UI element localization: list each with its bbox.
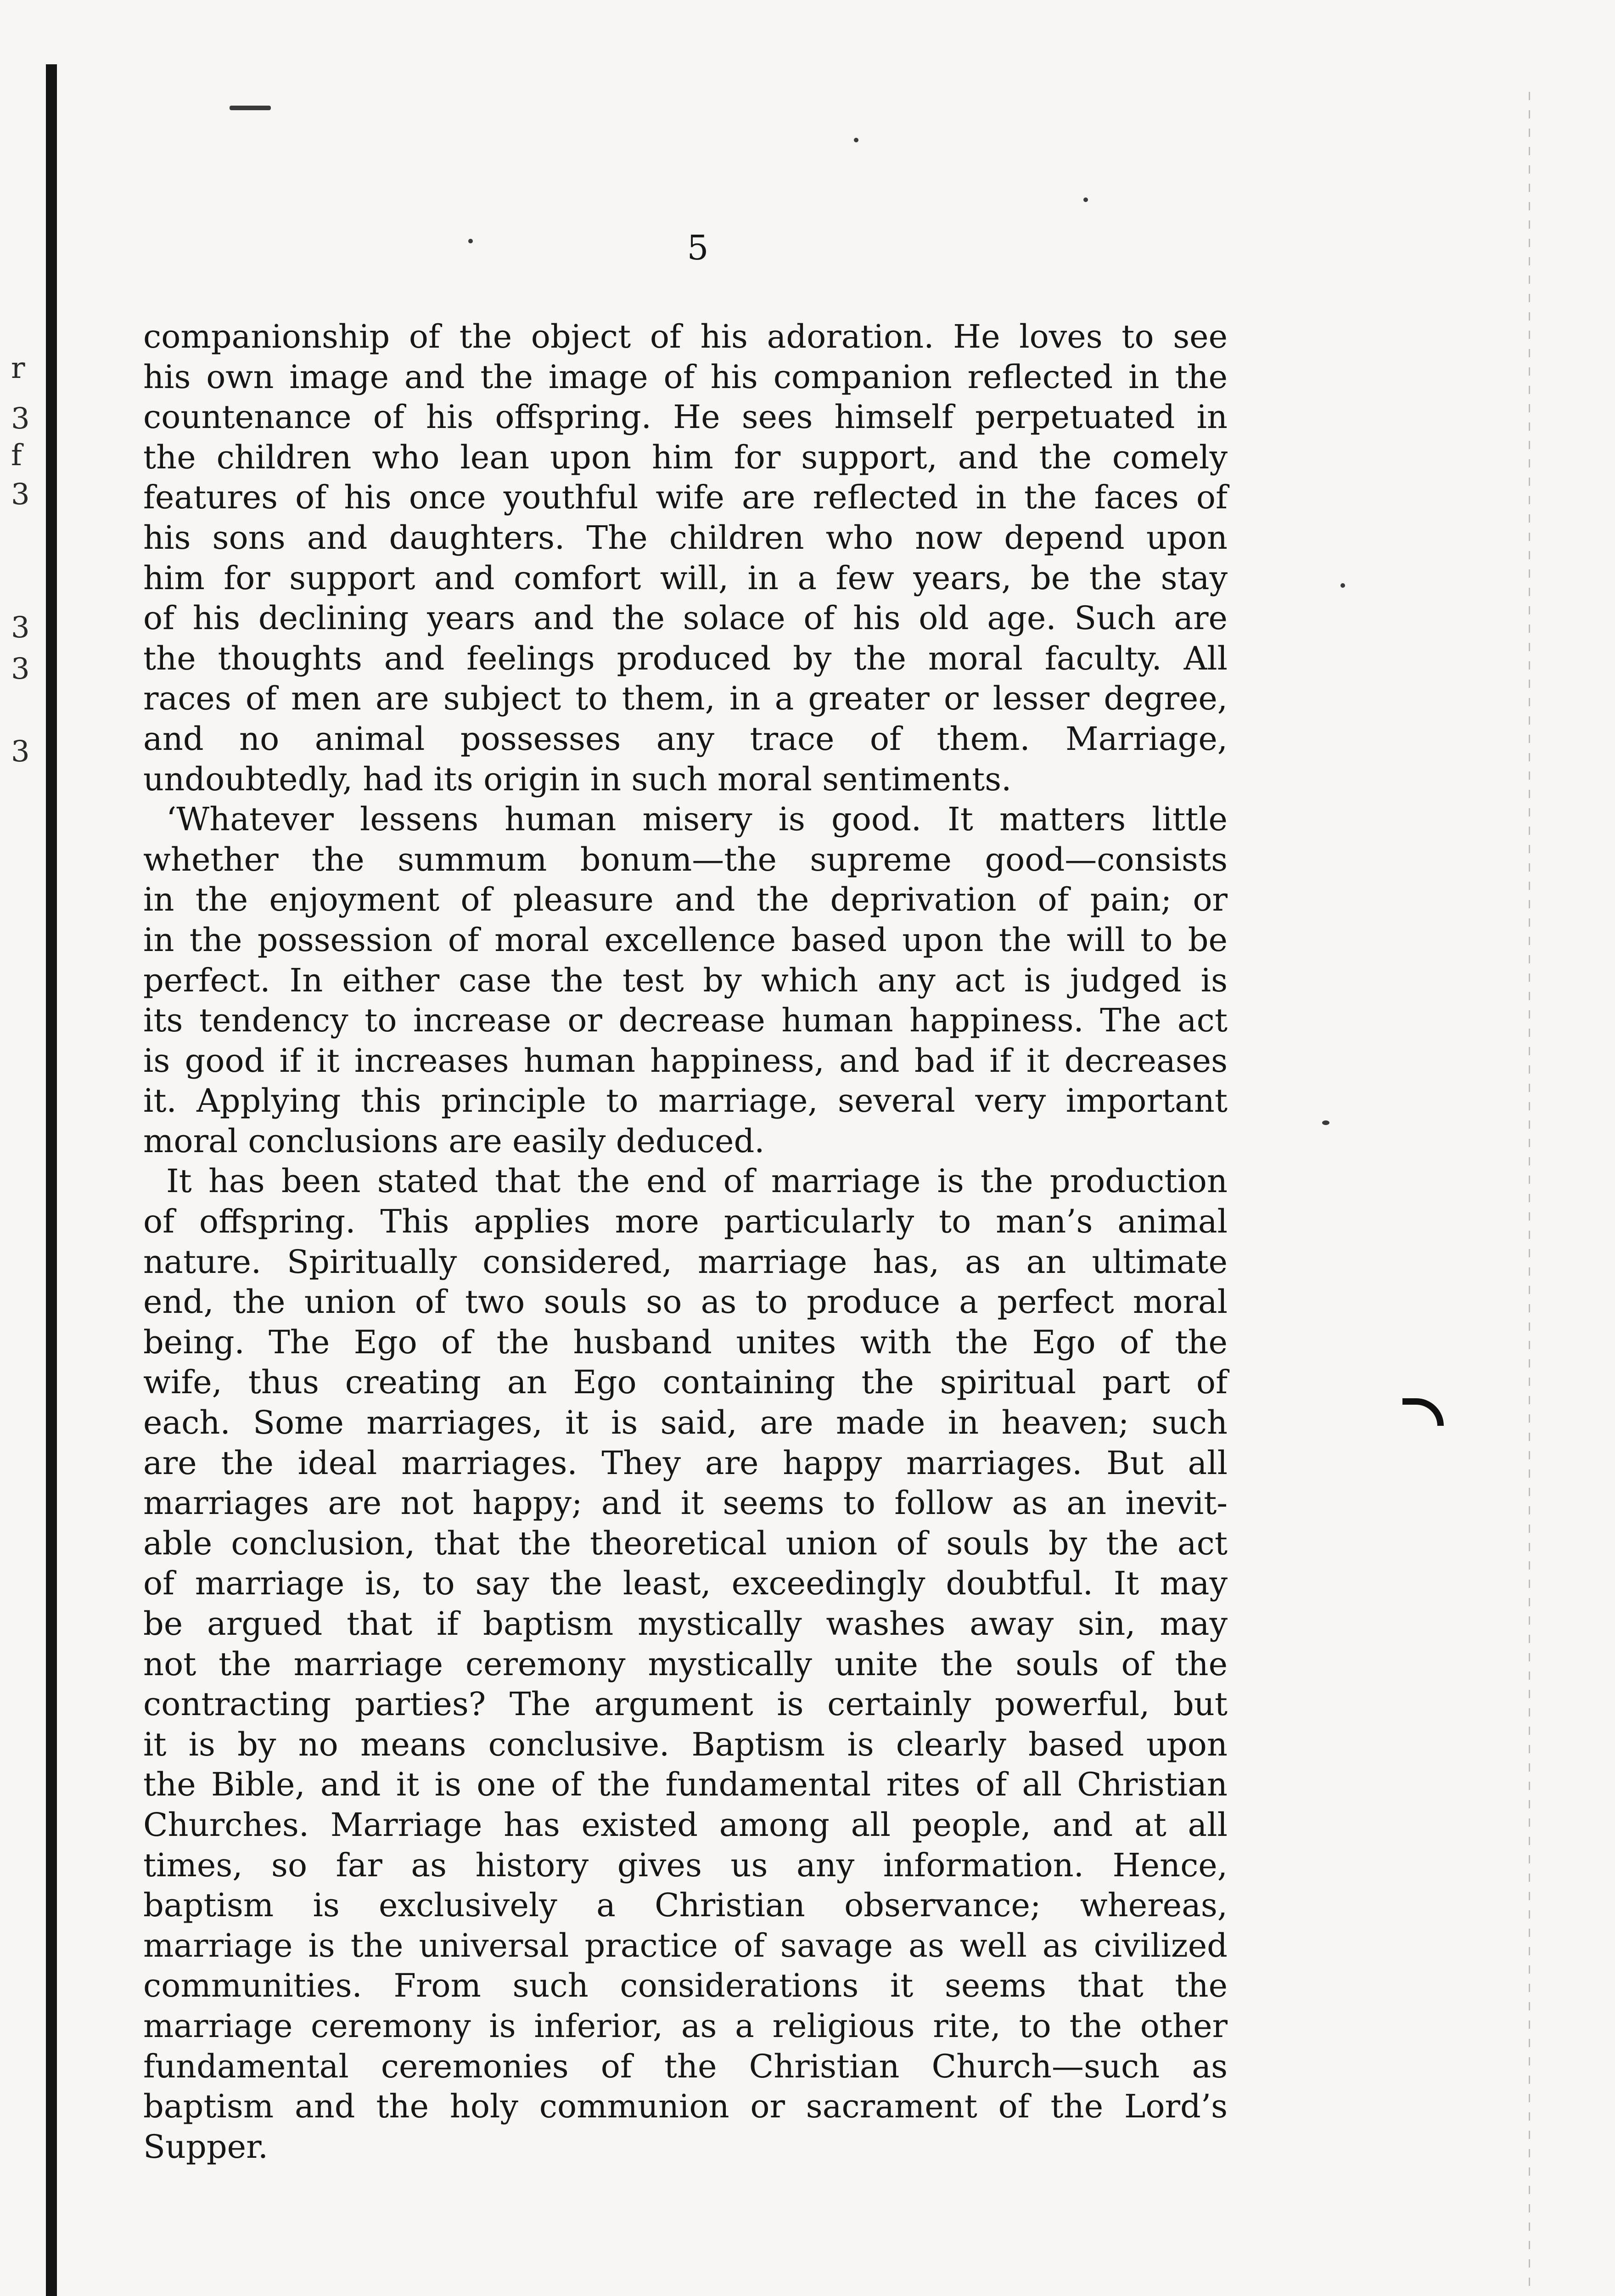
text-line: his sons and daughters. The children who now depend upon: [143, 518, 1228, 557]
text-line: features of his once youthful wife are reflected in the faces of: [143, 478, 1228, 517]
text-line: in the enjoyment of pleasure and the deprivation of pain; or: [143, 881, 1228, 919]
ink-spot: [1340, 583, 1345, 588]
text-line: Supper.: [143, 2127, 269, 2166]
text-line: marriages are not happy; and it seems to follow as an inevit-: [143, 1484, 1228, 1522]
gutter-letter: r: [11, 351, 25, 385]
text-line: and no animal possesses any trace of them. Marriage,: [143, 720, 1228, 758]
ink-spot: [230, 106, 271, 110]
text-line: him for support and comfort will, in a few years, be the stay: [143, 559, 1228, 597]
text-line: be argued that if baptism mystically washes away sin, may: [143, 1605, 1228, 1643]
text-line: races of men are subject to them, in a greater or lesser degree,: [143, 680, 1228, 718]
text-line: times, so far as history gives us any information. Hence,: [143, 1846, 1228, 1884]
text-line: marriage is the universal practice of savage as well as civilized: [143, 1926, 1228, 1964]
gutter-letter: 3: [11, 611, 30, 645]
text-line: It has been stated that the end of marriage is the production: [166, 1162, 1228, 1200]
binding-edge: [46, 64, 57, 2296]
page-number: 5: [687, 228, 709, 268]
text-line: is good if it increases human happiness, and bad if it decreases: [143, 1041, 1228, 1080]
text-line: fundamental ceremonies of the Christian Church—such as: [143, 2047, 1228, 2085]
text-line: are the ideal marriages. They are happy marriages. But all: [143, 1444, 1228, 1482]
text-line: communities. From such considerations it seems that the: [143, 1967, 1228, 2005]
text-line: undoubtedly, had its origin in such moral sentiments.: [143, 760, 1012, 798]
ink-spot: [1083, 197, 1088, 202]
text-line: it is by no means conclusive. Baptism is clearly based upon: [143, 1725, 1228, 1763]
text-line: the children who lean upon him for support, and the comely: [143, 438, 1228, 476]
gutter-letter: 3: [11, 735, 30, 769]
text-line: Churches. Marriage has existed among all people, and at all: [143, 1806, 1228, 1844]
ink-spot: [854, 138, 858, 142]
text-line: of his declining years and the solace of his old age. Such are: [143, 599, 1228, 637]
text-line: in the possession of moral excellence based upon the will to be: [143, 921, 1228, 959]
gutter-letter: f: [11, 439, 22, 473]
text-line: contracting parties? The argument is certainly powerful, but: [143, 1685, 1228, 1723]
gutter-letter: 3: [11, 652, 30, 686]
text-line: it. Applying this principle to marriage, several very important: [143, 1082, 1228, 1120]
text-line: countenance of his offspring. He sees himself perpetuated in: [143, 398, 1228, 436]
text-line: marriage ceremony is inferior, as a religious rite, to the other: [143, 2007, 1228, 2045]
text-line: baptism and the holy communion or sacrament of the Lord’s: [143, 2088, 1228, 2126]
text-line: its tendency to increase or decrease human happiness. The act: [143, 1002, 1228, 1040]
text-line: whether the summum bonum—the supreme good—consists: [143, 840, 1228, 878]
ink-spot: [1322, 1120, 1329, 1125]
gutter-letter: 3: [11, 402, 30, 436]
page-edge-shadow: [1529, 92, 1530, 2296]
text-line: of offspring. This applies more particularly to man’s animal: [143, 1203, 1228, 1241]
text-line: able conclusion, that the theoretical union of souls by the act: [143, 1524, 1228, 1562]
text-line: ‘Whatever lessens human misery is good. It matters little: [166, 800, 1228, 838]
text-line: wife, thus creating an Ego containing the spiritual part of: [143, 1363, 1228, 1401]
text-line: his own image and the image of his companion reflected in the: [143, 358, 1228, 396]
text-line: of marriage is, to say the least, exceedingly doubtful. It may: [143, 1564, 1228, 1603]
text-line: perfect. In either case the test by which any act is judged is: [143, 961, 1228, 999]
gutter-letter: 3: [11, 478, 30, 512]
body-text: [143, 317, 1228, 2167]
ink-spot: [468, 239, 473, 243]
text-line: moral conclusions are easily deduced.: [143, 1122, 765, 1160]
text-line: each. Some marriages, it is said, are made in heaven; such: [143, 1404, 1228, 1442]
text-line: being. The Ego of the husband unites with the Ego of the: [143, 1323, 1228, 1361]
text-line: end, the union of two souls so as to produce a perfect moral: [143, 1283, 1228, 1321]
text-line: baptism is exclusively a Christian observance; whereas,: [143, 1886, 1228, 1925]
text-line: the thoughts and feelings produced by the moral faculty. All: [143, 639, 1228, 677]
text-line: companionship of the object of his adoration. He loves to see: [143, 318, 1228, 355]
text-line: not the marriage ceremony mystically unite the souls of the: [143, 1645, 1228, 1683]
text-line: the Bible, and it is one of the fundamental rites of all Christian: [143, 1766, 1228, 1804]
text-line: nature. Spiritually considered, marriage has, as an ultimate: [143, 1243, 1228, 1281]
ink-hook-mark: [1402, 1398, 1444, 1426]
